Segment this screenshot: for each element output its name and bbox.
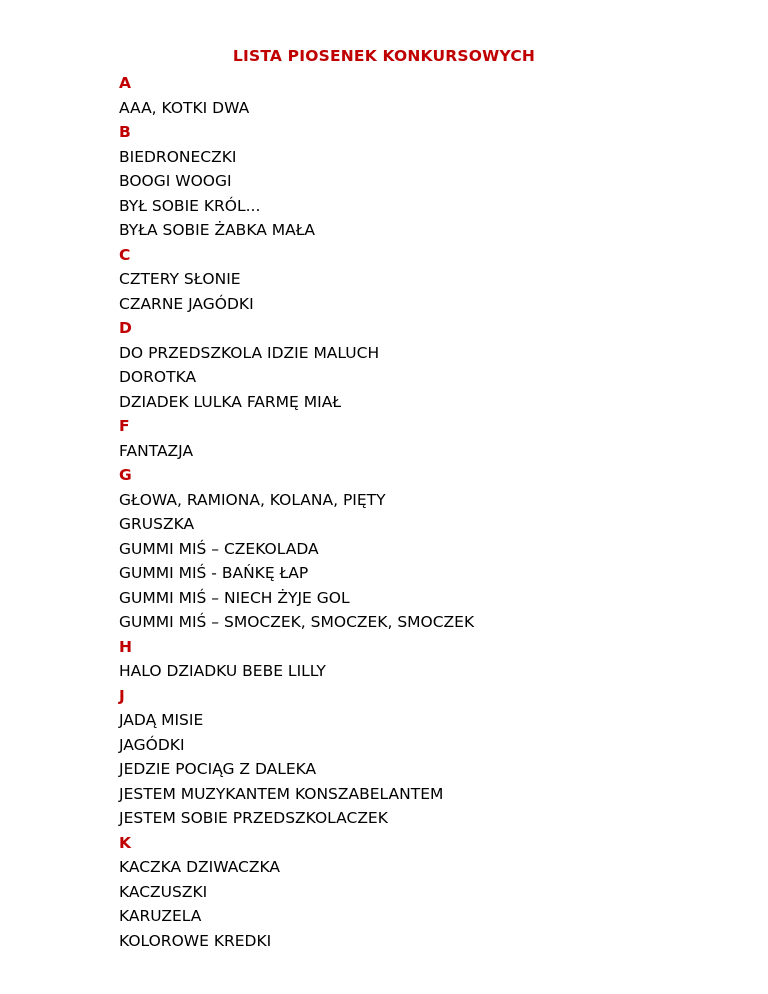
song-title: BYŁ SOBIE KRÓL... xyxy=(119,196,261,215)
song-title: DZIADEK LULKA FARMĘ MIAŁ xyxy=(119,392,342,411)
song-title: GRUSZKA xyxy=(119,515,195,533)
section-letter: J xyxy=(119,686,125,705)
song-title: JESTEM SOBIE PRZEDSZKOLACZEK xyxy=(119,809,388,827)
song-title: KACZUSZKI xyxy=(119,882,208,901)
song-title: GUMMI MIŚ – CZEKOLADA xyxy=(119,539,319,558)
song-title: CZARNE JAGÓDKI xyxy=(119,294,254,313)
song-title: JEDZIE POCIĄG Z DALEKA xyxy=(119,760,317,778)
song-title: AAA, KOTKI DWA xyxy=(119,98,250,117)
song-title: KOLOROWE KREDKI xyxy=(119,931,272,950)
song-title: JESTEM MUZYKANTEM KONSZABELANTEM xyxy=(119,784,444,803)
song-title: FANTAZJA xyxy=(119,441,194,460)
song-title: GUMMI MIŚ - BAŃKĘ ŁAP xyxy=(119,564,309,582)
song-list xyxy=(119,71,739,953)
section-letter: K xyxy=(119,833,132,852)
section-letter: A xyxy=(119,74,131,92)
song-title: BOOGI WOOGI xyxy=(119,172,232,190)
song-title: KARUZELA xyxy=(119,907,202,925)
song-title: JADĄ MISIE xyxy=(119,711,204,729)
section-letter: F xyxy=(119,417,130,435)
section-letter: G xyxy=(119,466,132,484)
section-letter: H xyxy=(119,637,132,656)
song-title: GUMMI MIŚ – NIECH ŻYJE GOL xyxy=(119,588,350,607)
song-title: HALO DZIADKU BEBE LILLY xyxy=(119,662,326,680)
section-letter: C xyxy=(119,245,131,264)
section-letter: D xyxy=(119,319,132,337)
song-title: BIEDRONECZKI xyxy=(119,147,237,166)
song-title: DOROTKA xyxy=(119,368,197,386)
page-title: LISTA PIOSENEK KONKURSOWYCH xyxy=(232,47,536,65)
song-title: KACZKA DZIWACZKA xyxy=(119,858,280,876)
song-title: JAGÓDKI xyxy=(119,735,185,754)
song-title: GUMMI MIŚ – SMOCZEK, SMOCZEK, SMOCZEK xyxy=(119,613,475,631)
song-title: BYŁA SOBIE ŻABKA MAŁA xyxy=(119,221,316,239)
section-letter: B xyxy=(119,123,131,141)
song-title: GŁOWA, RAMIONA, KOLANA, PIĘTY xyxy=(119,490,386,509)
song-title: DO PRZEDSZKOLA IDZIE MALUCH xyxy=(119,343,380,362)
song-title: CZTERY SŁONIE xyxy=(119,270,241,288)
